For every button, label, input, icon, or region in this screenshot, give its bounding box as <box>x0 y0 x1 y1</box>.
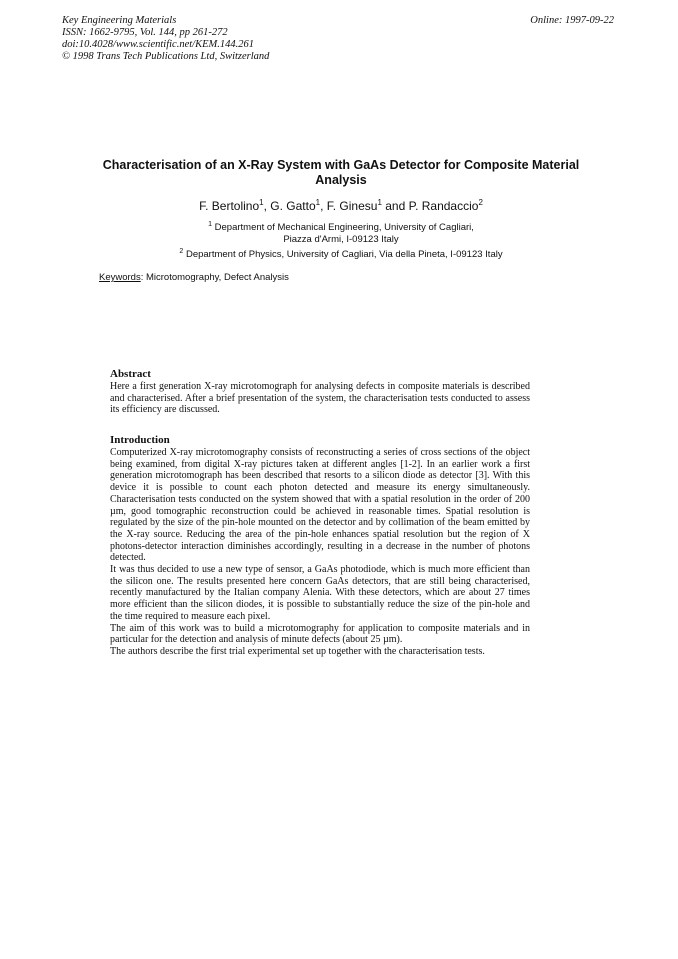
introduction-section <box>110 434 530 658</box>
keywords-label: Keywords <box>99 272 141 283</box>
copyright-line: © 1998 Trans Tech Publications Ltd, Switzerland <box>62 51 270 62</box>
issn-line: ISSN: 1662-9795, Vol. 144, pp 261-272 <box>62 27 228 38</box>
affiliation-1 <box>90 222 592 245</box>
paragraph: It was thus decided to use a new type of sensor, a GaAs photodiode, which is much more efficient than the silicon one. The results presented here concern GaAs detectors, that are still being characterised, recently manufactured by the Italian company Alenia. With these detectors, which are about 27 times more efficient than the silicon diodes, it is possible to substantially reduce the size of the pin-hole and the time required to measure each pixel. <box>110 564 530 622</box>
doi-line[interactable]: doi:10.4028/www.scientific.net/KEM.144.261 <box>62 39 254 50</box>
author-name: F. Ginesu <box>326 199 378 213</box>
paragraph: The authors describe the first trial experimental set up together with the characterisation tests. <box>110 645 485 657</box>
paper-title: Characterisation of an X-Ray System with GaAs Detector for Composite Material Analysis <box>102 158 580 187</box>
paragraph: Computerized X-ray microtomography consists of reconstructing a series of cross sections of the object being examined, from digital X-ray pictures taken at different angles [1-2]. In an earlier work a first generation microtomograph has been described that resorts to a silicon diode as detector [3]. With this device it is possible to count each photon detected and measure its energy simultaneously. Characterisation tests conducted on the system showed that with a spatial resolution in the order of 200 µm, good tomographic reconstruction could be achieved in reasonable times. Spatial resolution is regulated by the size of the pin-hole mounted on the detector and by collimation of the beam emitted by the X-ray source. Reducing the area of the pin-hole enhances spatial resolution but the region of X photons-detector interaction diminishes accordingly, resulting in a decrease in the number of photons detected. <box>110 447 530 564</box>
abstract-text: Here a first generation X-ray microtomograph for analysing defects in composite materials is described and characterised. After a brief presentation of the system, the characterisation tests conducted to assess its efficiency are discussed. <box>110 381 530 416</box>
affiliation-text: Department of Physics, University of Cagliari, Via della Pineta, I-09123 Italy <box>185 249 503 260</box>
affiliation-mark: 2 <box>179 248 184 255</box>
keywords-colon: : <box>140 272 144 283</box>
affiliation-address: Piazza d'Armi, I-09123 Italy <box>283 233 399 245</box>
author-separator: and <box>381 199 409 213</box>
abstract-heading: Abstract <box>110 368 151 380</box>
journal-name: Key Engineering Materials <box>62 15 177 26</box>
author-name: P. Randaccio <box>408 199 479 213</box>
author-affiliation-mark: 2 <box>478 198 483 207</box>
author-list <box>90 199 592 214</box>
keywords-text: Microtomography, Defect Analysis <box>143 272 289 283</box>
affiliation-2 <box>90 249 592 261</box>
affiliation-text: Department of Mechanical Engineering, University of Cagliari, <box>214 222 474 233</box>
author-separator: , <box>263 199 271 213</box>
journal-header <box>62 15 269 63</box>
introduction-heading: Introduction <box>110 434 170 446</box>
author-name: F. Bertolino <box>199 199 260 213</box>
author-name: G. Gatto <box>270 199 316 213</box>
author-affiliation-mark: 1 <box>315 198 321 207</box>
affiliation-mark: 1 <box>208 221 212 228</box>
author-separator: , <box>320 199 327 213</box>
keywords-line <box>99 272 289 284</box>
abstract-section <box>110 368 530 416</box>
paragraph: The aim of this work was to build a microtomography for application to composite materials and in particular for the detection and analysis of minute defects (about 25 µm). <box>110 622 530 646</box>
author-affiliation-mark: 1 <box>377 198 382 207</box>
online-date: Online: 1997-09-22 <box>530 15 614 26</box>
author-affiliation-mark: 1 <box>259 198 264 207</box>
